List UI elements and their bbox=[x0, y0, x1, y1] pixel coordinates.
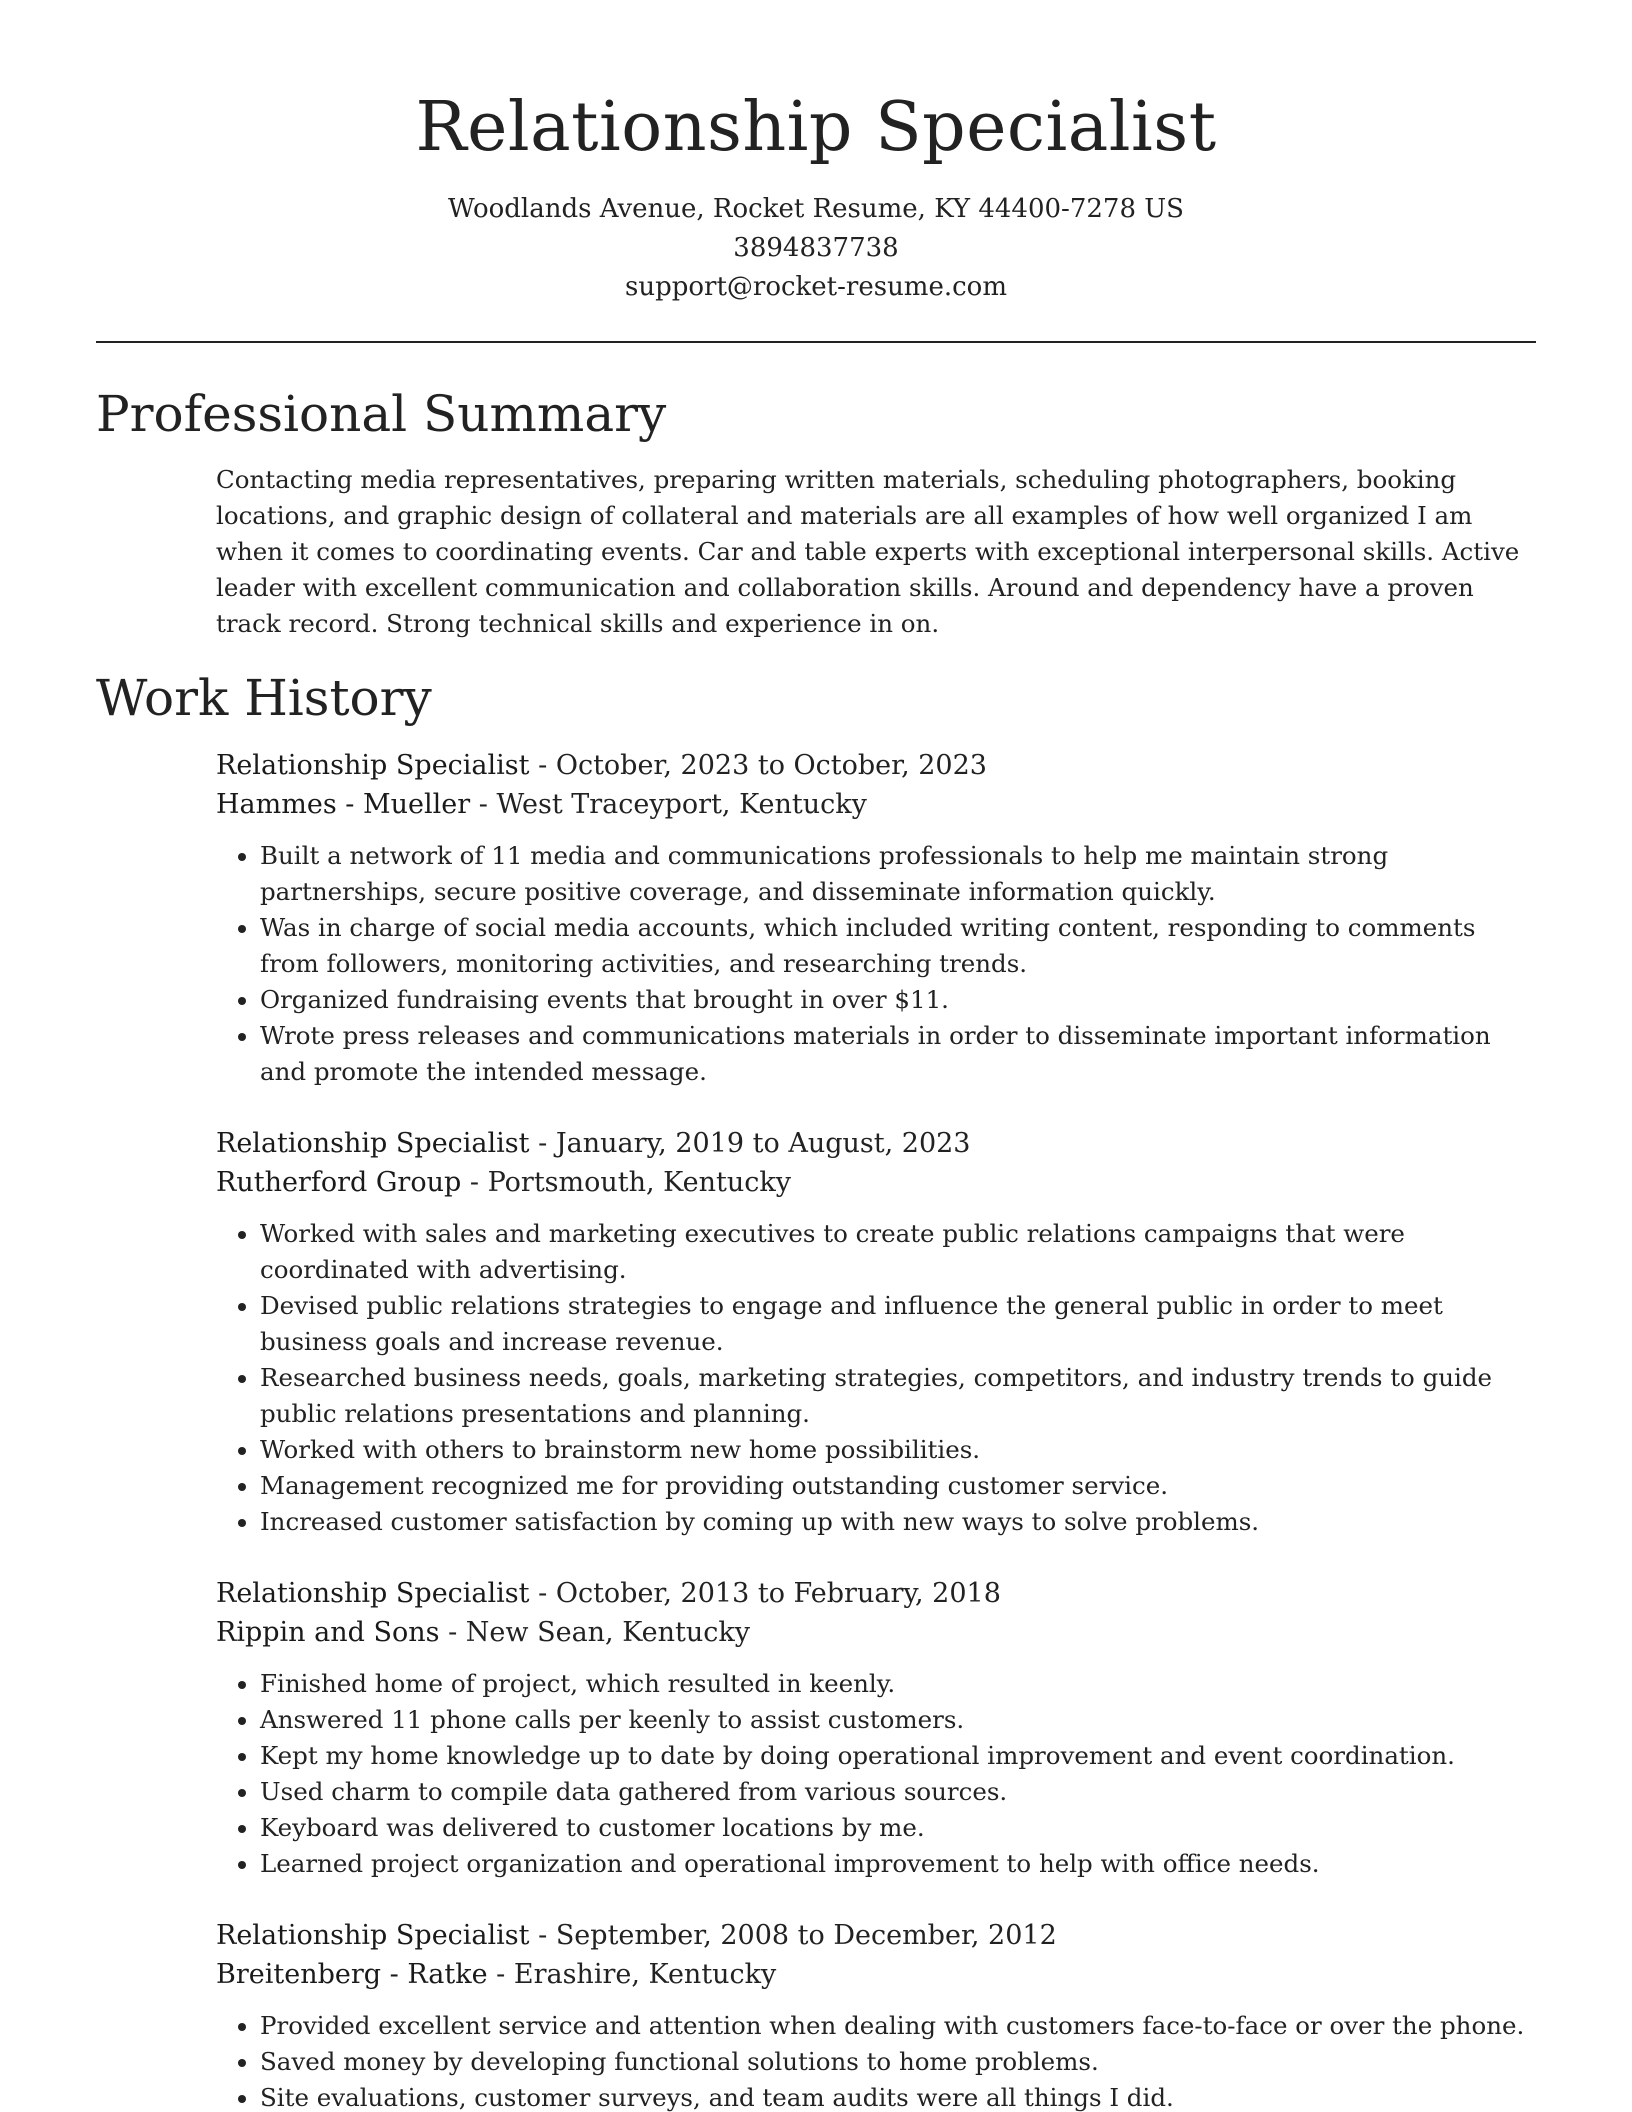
job-bullet: • Worked with sales and marketing executives to create public relations campaigns that were coordinated with advertising. bbox=[260, 1216, 1536, 1288]
job-entry bbox=[216, 1574, 1536, 1882]
contact-address: Woodlands Avenue, Rocket Resume, KY 44400-7278 US bbox=[448, 194, 1184, 224]
work-history-heading: Work History bbox=[96, 669, 432, 727]
job-dates: January, 2019 to August, 2023 bbox=[555, 1128, 971, 1159]
job-dates: October, 2023 to October, 2023 bbox=[555, 750, 987, 781]
job-title: Relationship Specialist bbox=[216, 1578, 530, 1609]
work-history-list bbox=[216, 746, 1536, 2112]
job-company-line: Rutherford Group - Portsmouth, Kentucky bbox=[216, 1167, 791, 1198]
job-title: Relationship Specialist bbox=[216, 750, 530, 781]
job-bullet: • Researched business needs, goals, marketing strategies, competitors, and industry trends to guide public relations presentations and planning. bbox=[260, 1360, 1536, 1432]
job-bullet: • Worked with others to brainstorm new home possibilities. bbox=[260, 1432, 1536, 1468]
job-title-line: Relationship Specialist - January, 2019 to August, 2023 bbox=[216, 1128, 971, 1159]
job-bullets bbox=[216, 2008, 1536, 2112]
job-bullet: • Increased customer satisfaction by coming up with new ways to solve problems. bbox=[260, 1504, 1536, 1540]
job-company: Hammes - Mueller bbox=[216, 789, 471, 820]
job-location: New Sean, Kentucky bbox=[465, 1617, 751, 1648]
job-bullet: • Organized fundraising events that brought in over $11. bbox=[260, 982, 1536, 1018]
job-bullets bbox=[216, 1216, 1536, 1540]
job-bullet: • Devised public relations strategies to engage and influence the general public in order to meet business goals and increase revenue. bbox=[260, 1288, 1536, 1360]
job-company: Rippin and Sons bbox=[216, 1617, 440, 1648]
job-location: West Traceyport, Kentucky bbox=[496, 789, 867, 820]
job-dates: October, 2013 to February, 2018 bbox=[555, 1578, 1001, 1609]
job-location: Portsmouth, Kentucky bbox=[487, 1167, 791, 1198]
job-bullet: • Site evaluations, customer surveys, and team audits were all things I did. bbox=[260, 2080, 1536, 2112]
job-title-line: Relationship Specialist - September, 2008 to December, 2012 bbox=[216, 1920, 1057, 1951]
job-bullet: • Finished home of project, which resulted in keenly. bbox=[260, 1666, 1536, 1702]
job-company: Rutherford Group bbox=[216, 1167, 462, 1198]
candidate-name: Relationship Specialist bbox=[415, 88, 1217, 167]
job-entry bbox=[216, 746, 1536, 1090]
job-bullet: • Keyboard was delivered to customer locations by me. bbox=[260, 1810, 1536, 1846]
job-bullet: • Saved money by developing functional solutions to home problems. bbox=[260, 2044, 1536, 2080]
job-bullet: • Built a network of 11 media and communications professionals to help me maintain strong partnerships, secure positive coverage, and disseminate information quickly. bbox=[260, 838, 1536, 910]
job-bullet: • Provided excellent service and attention when dealing with customers face-to-face or over the phone. bbox=[260, 2008, 1536, 2044]
contact-email: support@rocket-resume.com bbox=[624, 272, 1007, 302]
job-bullet: • Management recognized me for providing outstanding customer service. bbox=[260, 1468, 1536, 1504]
job-title-line: Relationship Specialist - October, 2023 to October, 2023 bbox=[216, 750, 987, 781]
job-bullets bbox=[216, 838, 1536, 1090]
job-bullet: • Wrote press releases and communications materials in order to disseminate important information and promote the intended message. bbox=[260, 1018, 1536, 1090]
contact-phone: 3894837738 bbox=[733, 233, 899, 263]
summary-text: Contacting media representatives, preparing written materials, scheduling photographers, booking locations, and graphic design of collateral and materials are all examples of how well organized I am when it comes to coordinating events. Car and table experts with exceptional interpersonal skills. Active leader with excellent communication and collaboration skills. Around and dependency have a proven track record. Strong technical skills and experience in on. bbox=[216, 465, 1520, 638]
job-bullet: • Learned project organization and operational improvement to help with office needs. bbox=[260, 1846, 1536, 1882]
job-bullet: • Was in charge of social media accounts, which included writing content, responding to comments from followers, monitoring activities, and researching trends. bbox=[260, 910, 1536, 982]
job-location: Erashire, Kentucky bbox=[513, 1959, 777, 1990]
job-title: Relationship Specialist bbox=[216, 1128, 530, 1159]
job-entry bbox=[216, 1124, 1536, 1540]
job-title: Relationship Specialist bbox=[216, 1920, 530, 1951]
job-company: Breitenberg - Ratke bbox=[216, 1959, 488, 1990]
job-entry bbox=[216, 1916, 1536, 2112]
job-company-line: Rippin and Sons - New Sean, Kentucky bbox=[216, 1617, 751, 1648]
job-bullet: • Kept my home knowledge up to date by doing operational improvement and event coordination. bbox=[260, 1738, 1536, 1774]
job-company-line: Hammes - Mueller - West Traceyport, Kentucky bbox=[216, 789, 867, 820]
resume-header bbox=[0, 78, 1632, 307]
job-dates: September, 2008 to December, 2012 bbox=[555, 1920, 1057, 1951]
job-bullets bbox=[216, 1666, 1536, 1882]
header-divider bbox=[96, 341, 1536, 343]
summary-heading: Professional Summary bbox=[96, 385, 667, 443]
job-company-line: Breitenberg - Ratke - Erashire, Kentucky bbox=[216, 1959, 777, 1990]
job-bullet: • Answered 11 phone calls per keenly to assist customers. bbox=[260, 1702, 1536, 1738]
job-bullet: • Used charm to compile data gathered from various sources. bbox=[260, 1774, 1536, 1810]
job-title-line: Relationship Specialist - October, 2013 to February, 2018 bbox=[216, 1578, 1001, 1609]
